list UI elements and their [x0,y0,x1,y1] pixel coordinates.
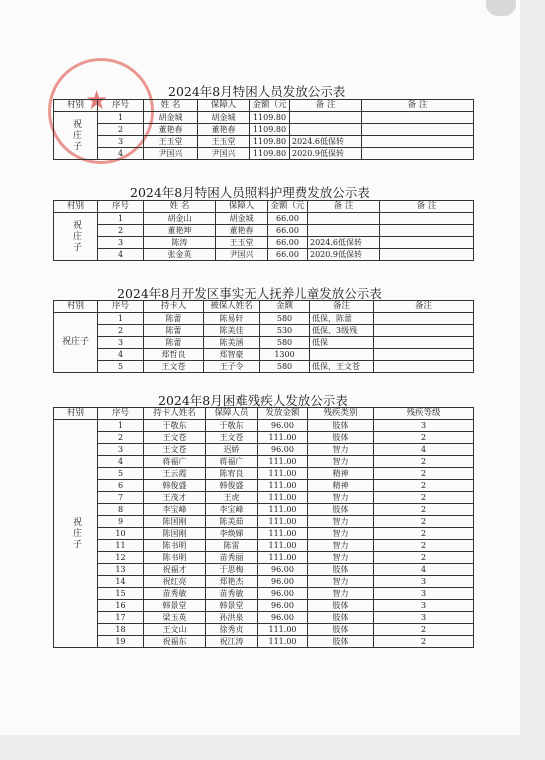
viewer-background [520,0,545,760]
table-cell: 66.00 [268,225,308,237]
table-cell: 2 [98,124,144,136]
column-header: 姓 名 [144,100,198,112]
table-cell: 胡金城 [144,112,198,124]
table-row [54,148,474,160]
table-row [54,540,474,552]
table-cell [362,124,474,136]
table3 [53,300,474,373]
table-cell: 12 [98,552,144,564]
table3-title: 2024年8月开发区事实无人抚养儿童发放公示表 [117,286,382,301]
table-cell: 陈蕾 [144,313,204,325]
table-cell: 低保 [310,337,374,349]
table-cell: 96.00 [258,576,308,588]
column-header: 姓 名 [144,201,216,213]
column-header: 备 注 [362,100,474,112]
table-row [54,249,474,261]
table4-title: 2024年8月困难残疾人发放公示表 [158,393,348,408]
table-cell: 陈易轩 [204,313,260,325]
table-cell: 2 [98,325,144,337]
table-cell: 肢体 [308,636,374,648]
table-cell: 低保，陈蕾 [310,313,374,325]
column-header: 序号 [98,201,144,213]
table-cell [362,136,474,148]
table-cell: 韩景堂 [144,600,206,612]
table-cell: 陈书明 [144,540,206,552]
table-cell: 111.00 [258,480,308,492]
table-cell: 2 [374,432,474,444]
table-cell: 苗秀敏 [144,588,206,600]
table-cell: 2 [374,552,474,564]
table-cell [380,249,474,261]
column-header: 残疾等级 [374,408,474,420]
table-cell: 66.00 [268,249,308,261]
column-header: 备 注 [290,100,362,112]
table-cell [374,313,474,325]
table-cell [362,112,474,124]
table-cell: 智力 [308,516,374,528]
table-cell: 低保、3级残 [310,325,374,337]
column-header: 金额（元 [268,201,308,213]
table-cell [374,325,474,337]
table-cell: 蒋福广 [144,456,206,468]
table-cell: 3 [374,588,474,600]
table-cell: 陈宥良 [206,468,258,480]
table-cell: 苗秀丽 [206,552,258,564]
table-cell: 胡金城 [198,112,250,124]
table-cell: 肢体 [308,564,374,576]
table-cell: 陈蕾 [144,337,204,349]
table-cell: 祝江涛 [206,636,258,648]
table-cell: 智力 [308,492,374,504]
table-row [54,564,474,576]
table-cell: 14 [98,576,144,588]
table-cell: 111.00 [258,492,308,504]
table-cell: 智力 [308,588,374,600]
table-row [54,432,474,444]
table-cell: 韩景堂 [206,600,258,612]
table-cell: 16 [98,600,144,612]
table-cell: 1 [98,420,144,432]
table-row [54,600,474,612]
column-header: 保障人 [198,100,250,112]
table-cell: 15 [98,588,144,600]
table1-title: 2024年8月特困人员发放公示表 [168,84,346,99]
table-cell: 4 [98,349,144,361]
table-cell: 祝福东 [144,636,206,648]
table-cell: 96.00 [258,564,308,576]
table-cell: 王文苍 [144,361,204,373]
table-cell: 陈书明 [144,552,206,564]
table-cell: 董艳春 [216,225,268,237]
table-cell: 4 [98,249,144,261]
table-row [54,612,474,624]
table-cell: 18 [98,624,144,636]
table-cell: 梁玉英 [144,612,206,624]
table-cell: 精神 [308,468,374,480]
table-cell: 王玉堂 [144,136,198,148]
column-header: 村别 [54,408,98,420]
table-row [54,528,474,540]
table-cell [308,225,380,237]
table-cell: 2 [374,624,474,636]
table-cell: 肢体 [308,432,374,444]
column-header: 发放金额 [258,408,308,420]
table-cell: 3 [98,136,144,148]
table-cell: 精神 [308,480,374,492]
table-cell: 96.00 [258,612,308,624]
column-header: 备注 [374,301,474,313]
table-row [54,636,474,648]
table-cell [310,349,374,361]
table-row [54,516,474,528]
table-cell: 13 [98,564,144,576]
viewer-bottom [0,735,520,760]
table-cell: 李宝峰 [206,504,258,516]
table-cell: 郑哲良 [144,349,204,361]
table-cell: 肢体 [308,504,374,516]
table-cell: 3 [98,337,144,349]
table-cell: 2 [98,432,144,444]
table-cell: 1300 [260,349,310,361]
table-row [54,112,474,124]
table-cell: 111.00 [258,540,308,552]
table-cell: 胡金城 [216,213,268,225]
table-cell: 尹国兴 [198,148,250,160]
column-header: 金额（元 [250,100,290,112]
table-cell: 4 [98,456,144,468]
table-cell: 于思梅 [206,564,258,576]
table-cell: 王文苍 [206,432,258,444]
table-cell: 111.00 [258,636,308,648]
table-cell: 111.00 [258,624,308,636]
table-cell: 3 [374,612,474,624]
table-cell: 苗秀敏 [206,588,258,600]
table-cell: 智力 [308,528,374,540]
table-cell: 陈蕾 [144,325,204,337]
table-header-row [54,408,474,420]
table-cell: 王玉堂 [198,136,250,148]
table-cell: 2 [374,504,474,516]
column-header: 金额 [260,301,310,313]
table-cell [374,349,474,361]
table-cell: 李宝峰 [144,504,206,516]
column-header: 村别 [54,100,98,112]
table-cell: 17 [98,612,144,624]
table-cell [380,237,474,249]
table-cell: 580 [260,313,310,325]
table-cell: 祝福才 [144,564,206,576]
table-cell: 肢体 [308,624,374,636]
table-cell: 580 [260,361,310,373]
table-cell: 111.00 [258,516,308,528]
table-row [54,213,474,225]
table-cell: 111.00 [258,504,308,516]
table-row [54,225,474,237]
table-cell: 迟娇 [206,444,258,456]
column-header: 残疾类别 [308,408,374,420]
table-cell: 李焕娣 [206,528,258,540]
table-cell: 肢体 [308,612,374,624]
table-cell: 陈国刚 [144,516,206,528]
table-cell [362,148,474,160]
table-cell: 王子令 [204,361,260,373]
table-cell: 陈美茹 [206,516,258,528]
table-cell: 智力 [308,540,374,552]
table-cell: 2 [374,480,474,492]
table-cell: 2 [98,225,144,237]
table-row [54,124,474,136]
table-cell: 陈国刚 [144,528,206,540]
table-cell: 尹国兴 [144,148,198,160]
table-cell: 3 [98,237,144,249]
table-cell: 96.00 [258,444,308,456]
table-row [54,337,474,349]
table-cell: 4 [374,444,474,456]
table-cell: 孙洪泉 [206,612,258,624]
table-cell: 韩俊盛 [206,480,258,492]
column-header: 备 注 [308,201,380,213]
table-cell: 111.00 [258,552,308,564]
table-cell: 肢体 [308,600,374,612]
table-row [54,456,474,468]
village-cell: 祝庄子 [54,420,98,648]
table-row [54,136,474,148]
table1 [53,99,474,160]
table-cell: 111.00 [258,432,308,444]
table-cell: 1109.80 [250,136,290,148]
table-cell: 张金英 [144,249,216,261]
table-cell: 96.00 [258,600,308,612]
table-cell: 韩俊盛 [144,480,206,492]
table-cell: 1109.80 [250,112,290,124]
table-cell: 王云霞 [144,468,206,480]
table-row [54,237,474,249]
column-header: 保障人 [216,201,268,213]
table-cell: 王玉堂 [216,237,268,249]
column-header: 保障人员 [206,408,258,420]
table-header-row [54,301,474,313]
table-cell: 2 [374,492,474,504]
column-header: 备 注 [380,201,474,213]
column-header: 被保人姓名 [204,301,260,313]
table-cell: 陈涛 [144,237,216,249]
village-cell: 祝庄子 [54,112,98,160]
table-row [54,624,474,636]
table-cell: 111.00 [258,528,308,540]
table-cell: 5 [98,468,144,480]
table-row [54,492,474,504]
table-cell [308,213,380,225]
table-cell: 智力 [308,576,374,588]
table-cell: 19 [98,636,144,648]
table-cell: 于敬东 [144,420,206,432]
table-cell: 徐秀贞 [206,624,258,636]
table-cell: 1109.80 [250,124,290,136]
table-cell: 580 [260,337,310,349]
table-cell: 11 [98,540,144,552]
table-cell: 6 [98,480,144,492]
table-row [54,313,474,325]
table-cell: 肢体 [308,420,374,432]
table-cell: 8 [98,504,144,516]
table-cell: 530 [260,325,310,337]
table-cell: 10 [98,528,144,540]
table-cell: 智力 [308,444,374,456]
table-cell: 96.00 [258,588,308,600]
table-row [54,349,474,361]
table-cell [380,213,474,225]
seal-star-icon: ★ [85,86,109,116]
table-cell: 王虎 [206,492,258,504]
table-cell: 2 [374,528,474,540]
table-row [54,468,474,480]
table-cell: 陈美涵 [204,337,260,349]
table-cell: 7 [98,492,144,504]
table-cell: 2 [374,516,474,528]
table-cell: 王茂才 [144,492,206,504]
table-cell: 郑智豪 [204,349,260,361]
table-cell: 1 [98,313,144,325]
table-cell: 4 [374,564,474,576]
table-cell [290,124,362,136]
table-cell: 66.00 [268,213,308,225]
table-cell: 1 [98,112,144,124]
table-row [54,420,474,432]
table-cell: 3 [98,444,144,456]
table-cell: 王文山 [144,624,206,636]
table-cell: 5 [98,361,144,373]
column-header: 序号 [98,301,144,313]
table-cell: 蒋福广 [206,456,258,468]
table-cell: 董艳春 [198,124,250,136]
table2-title: 2024年8月特困人员照料护理费发放公示表 [130,185,370,200]
table-row [54,576,474,588]
table-row [54,325,474,337]
table-row [54,552,474,564]
table-cell: 3 [374,576,474,588]
table4 [53,407,474,648]
table-cell: 于敬东 [206,420,258,432]
table-cell: 9 [98,516,144,528]
column-header: 持卡人 [144,301,204,313]
table-cell: 2020.9低保转 [290,148,362,160]
table-cell: 低保，王文苍 [310,361,374,373]
table-cell: 王文苍 [144,444,206,456]
table-row [54,588,474,600]
table-cell: 2 [374,456,474,468]
table-cell: 2 [374,636,474,648]
table-cell: 智力 [308,456,374,468]
table-cell: 111.00 [258,468,308,480]
table-cell [374,337,474,349]
table-cell: 2020.9低保转 [308,249,380,261]
table-cell: 2 [374,540,474,552]
table-cell [380,225,474,237]
table-row [54,480,474,492]
column-header: 序号 [98,100,144,112]
table-row [54,361,474,373]
column-header: 持卡人姓名 [144,408,206,420]
table-cell: 尹国兴 [216,249,268,261]
table-cell: 1 [98,213,144,225]
table-cell: 3 [374,420,474,432]
table-cell: 祝红亮 [144,576,206,588]
table-cell: 96.00 [258,420,308,432]
table-cell [290,112,362,124]
table-cell: 2024.6低保转 [290,136,362,148]
table-cell: 智力 [308,552,374,564]
table2 [53,200,474,261]
table-header-row [54,201,474,213]
table-row [54,444,474,456]
table-cell: 王文苍 [144,432,206,444]
table-cell: 111.00 [258,456,308,468]
table-cell: 胡金山 [144,213,216,225]
column-header: 村别 [54,201,98,213]
table-cell: 陈美佳 [204,325,260,337]
table-cell: 4 [98,148,144,160]
column-header: 备注 [310,301,374,313]
table-cell: 2024.6低保转 [308,237,380,249]
table-cell: 1109.80 [250,148,290,160]
column-header: 村别 [54,301,98,313]
table-cell: 3 [374,600,474,612]
table-cell: 66.00 [268,237,308,249]
table-header-row [54,100,474,112]
table-cell: 郑艳杰 [206,576,258,588]
table-cell: 董艳春 [144,124,198,136]
table-cell: 2 [374,468,474,480]
table-cell [374,361,474,373]
column-header: 序号 [98,408,144,420]
village-cell: 祝庄子 [54,213,98,261]
table-row [54,504,474,516]
village-cell: 祝庄子 [54,313,98,373]
table-cell: 董艳坤 [144,225,216,237]
table-cell: 陈雷 [206,540,258,552]
